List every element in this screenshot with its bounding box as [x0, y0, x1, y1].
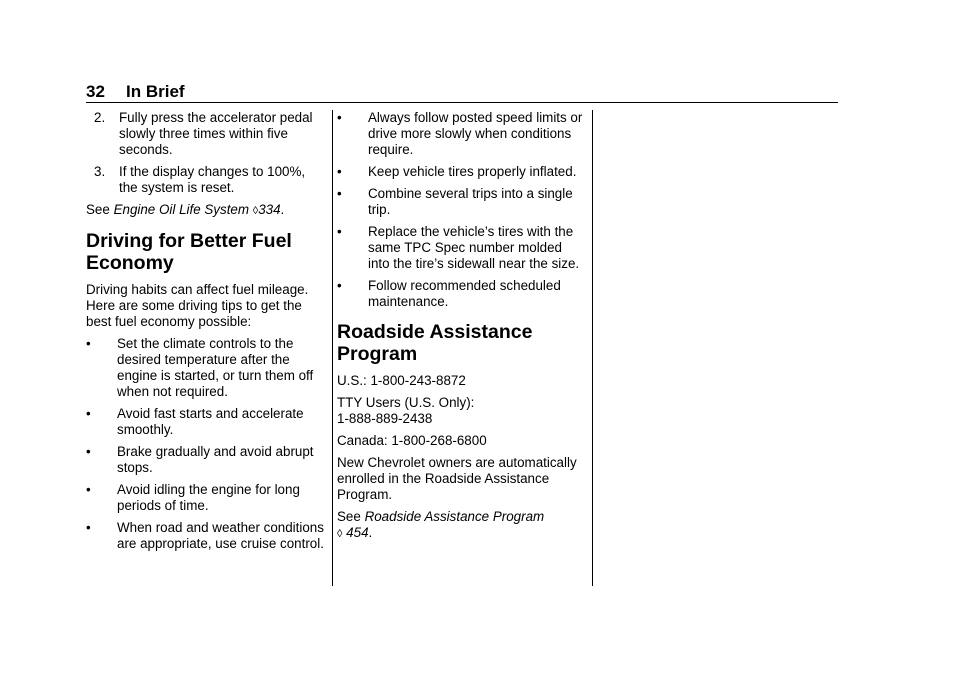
page-ref-number[interactable]: 334	[258, 202, 281, 217]
heading-roadside-assistance: Roadside Assistance Program	[337, 321, 533, 365]
bullet: •	[86, 520, 91, 535]
list-item-text: Keep vehicle tires properly inflated.	[368, 164, 577, 179]
list-item	[337, 224, 585, 272]
list-item-text: Replace the vehicle’s tires with the same TPC Spec number molded into the tire’s sidewall near the size.	[368, 224, 580, 271]
list-item	[337, 278, 585, 310]
list-item	[86, 336, 326, 400]
column-2	[337, 110, 585, 548]
bullet: •	[337, 224, 342, 239]
step-text: Fully press the accelerator pedal slowly three times within five seconds.	[119, 110, 313, 157]
step-item	[86, 164, 326, 196]
list-item	[86, 406, 326, 438]
list-item	[86, 520, 326, 552]
see-reference: See Roadside Assistance Program ◊ 454.	[337, 509, 545, 540]
list-item-text: When road and weather conditions are appropriate, use cruise control.	[117, 520, 324, 551]
bullet: •	[86, 406, 91, 421]
list-item-text: Avoid idling the engine for long periods of time.	[117, 482, 300, 513]
heading-fuel-economy: Driving for Better Fuel Economy	[86, 230, 292, 274]
page-ref-icon: ◊	[252, 205, 259, 217]
see-reference: See Engine Oil Life System ◊334.	[86, 202, 285, 217]
list-item-text: Brake gradually and avoid abrupt stops.	[117, 444, 314, 475]
step-number: 2.	[94, 110, 106, 125]
section-title: In Brief	[126, 82, 185, 101]
page-number: 32	[86, 82, 105, 101]
bullet: •	[337, 278, 342, 293]
column-divider-1	[332, 110, 333, 586]
phone-canada: Canada: 1-800-268-6800	[337, 433, 487, 448]
bullet: •	[337, 164, 342, 179]
list-item	[86, 482, 326, 514]
bullet: •	[337, 186, 342, 201]
owners-enrolled-text: New Chevrolet owners are automatically enrolled in the Roadside Assistance Program.	[337, 455, 577, 502]
xref-roadside-assistance-program[interactable]: Roadside Assistance Program	[364, 509, 545, 524]
phone-tty: TTY Users (U.S. Only): 1-888-889-2438	[337, 395, 475, 426]
list-item-text: Avoid fast starts and accelerate smoothly.	[117, 406, 304, 437]
bullet: •	[86, 482, 91, 497]
step-number: 3.	[94, 164, 106, 179]
step-item	[86, 110, 326, 158]
list-item-text: Always follow posted speed limits or drive more slowly when conditions require.	[368, 110, 583, 157]
list-item	[86, 444, 326, 476]
page-ref-number[interactable]: 454	[346, 525, 369, 540]
page-header	[86, 82, 838, 103]
bullet: •	[337, 110, 342, 125]
list-item	[337, 186, 585, 218]
list-item	[337, 110, 585, 158]
column-1	[86, 110, 326, 558]
list-item-text: Combine several trips into a single trip.	[368, 186, 573, 217]
phone-us: U.S.: 1-800-243-8872	[337, 373, 466, 388]
column-divider-2	[592, 110, 593, 586]
page-ref-icon: ◊	[337, 528, 343, 540]
list-item	[337, 164, 585, 180]
fuel-economy-intro: Driving habits can affect fuel mileage. Here are some driving tips to get the best fuel economy possible:	[86, 282, 309, 329]
step-text: If the display changes to 100%, the system is reset.	[119, 164, 306, 195]
list-item-text: Set the climate controls to the desired temperature after the engine is started, or turn them off when not required.	[117, 336, 314, 399]
bullet: •	[86, 336, 91, 351]
xref-engine-oil-life-system[interactable]: Engine Oil Life System	[113, 202, 250, 217]
list-item-text: Follow recommended scheduled maintenance.	[368, 278, 561, 309]
bullet: •	[86, 444, 91, 459]
